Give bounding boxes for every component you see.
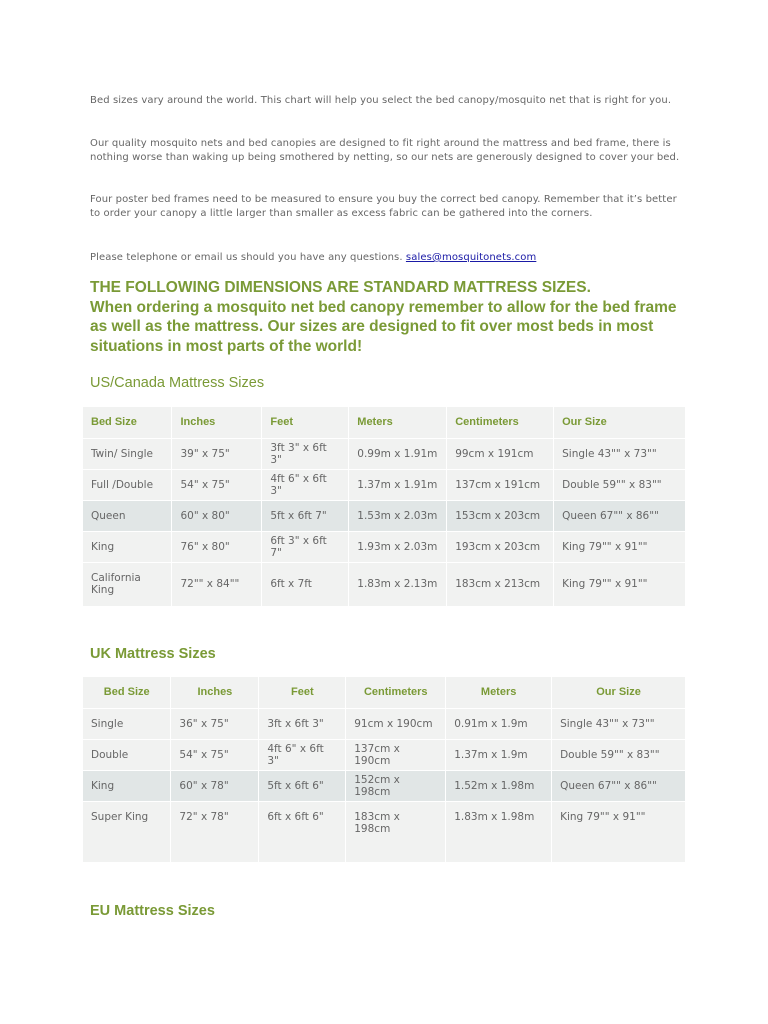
table-row [83, 739, 686, 770]
table-cell: 183cm x 198cm [346, 801, 446, 862]
column-header: Our Size [554, 407, 686, 438]
table-cell: 1.83m x 1.98m [446, 801, 552, 862]
table-cell: 6ft x 7ft [262, 562, 349, 606]
table-cell: 76" x 80" [172, 531, 262, 562]
table-cell: 36" x 75" [171, 708, 259, 739]
table-cell: Double 59"" x 83"" [552, 739, 686, 770]
table-row [83, 469, 686, 500]
table-cell: Queen 67"" x 86"" [552, 770, 686, 801]
uk-section-title: UK Mattress Sizes [90, 646, 216, 662]
table-cell: 72" x 78" [171, 801, 259, 862]
table-cell: King [83, 531, 172, 562]
table-row [83, 770, 686, 801]
table-cell: King 79"" x 91"" [552, 801, 686, 862]
table-cell: 5ft x 6ft 6" [259, 770, 346, 801]
table-cell: 54" x 75" [171, 739, 259, 770]
table-cell: 3ft x 6ft 3" [259, 708, 346, 739]
table-cell: Queen [83, 500, 172, 531]
column-header: Feet [262, 407, 349, 438]
eu-section-title: EU Mattress Sizes [90, 903, 215, 919]
intro-paragraph-1: Bed sizes vary around the world. This chart will help you select the bed canopy/mosquito net that is right for you. [90, 95, 672, 106]
table-cell: 152cm x 198cm [346, 770, 446, 801]
table-header-row [83, 407, 686, 438]
table-cell: California King [83, 562, 172, 606]
column-header: Centimeters [346, 677, 446, 708]
column-header: Our Size [552, 677, 686, 708]
column-header: Bed Size [83, 677, 171, 708]
table-cell: 91cm x 190cm [346, 708, 446, 739]
table-cell: 183cm x 213cm [447, 562, 554, 606]
table-cell: 3ft 3" x 6ft 3" [262, 438, 349, 469]
table-cell: Full /Double [83, 469, 172, 500]
column-header: Inches [172, 407, 262, 438]
table-row [83, 801, 686, 862]
table-cell: 72"" x 84"" [172, 562, 262, 606]
table-cell: Double 59"" x 83"" [554, 469, 686, 500]
table-header-row [83, 677, 686, 708]
column-header: Bed Size [83, 407, 172, 438]
table-cell: 39" x 75" [172, 438, 262, 469]
column-header: Centimeters [447, 407, 554, 438]
table-cell: 60" x 80" [172, 500, 262, 531]
table-cell: 6ft x 6ft 6" [259, 801, 346, 862]
table-cell: 54" x 75" [172, 469, 262, 500]
table-cell: 99cm x 191cm [447, 438, 554, 469]
notice-body: When ordering a mosquito net bed canopy remember to allow for the bed frame as well as the mattress. Our sizes are designed to fit over most beds in most situations in most parts of the world! [90, 298, 677, 355]
table-cell: King 79"" x 91"" [554, 562, 686, 606]
us-section-title: US/Canada Mattress Sizes [90, 375, 265, 391]
table-cell: 193cm x 203cm [447, 531, 554, 562]
table-row [83, 562, 686, 606]
table-cell: 4ft 6" x 6ft 3" [259, 739, 346, 770]
contact-paragraph [90, 251, 680, 265]
table-cell: 1.83m x 2.13m [349, 562, 447, 606]
table-cell: 60" x 78" [171, 770, 259, 801]
table-cell: Super King [83, 801, 171, 862]
intro-paragraph-3: Four poster bed frames need to be measured to ensure you buy the correct bed canopy. Remember that it’s better to order your canopy a little larger than smaller as excess fabric can be gathered into the corners. [90, 194, 677, 219]
table-cell: Twin/ Single [83, 438, 172, 469]
table-cell: 6ft 3" x 6ft 7" [262, 531, 349, 562]
table-cell: King 79"" x 91"" [554, 531, 686, 562]
table-cell: Single 43"" x 73"" [552, 708, 686, 739]
notice-heading: THE FOLLOWING DIMENSIONS ARE STANDARD MATTRESS SIZES. [90, 279, 591, 296]
table-cell: 4ft 6" x 6ft 3" [262, 469, 349, 500]
table-cell: Queen 67"" x 86"" [554, 500, 686, 531]
table-cell: King [83, 770, 171, 801]
table-cell: Single 43"" x 73"" [554, 438, 686, 469]
table-row [83, 708, 686, 739]
table-cell: 1.93m x 2.03m [349, 531, 447, 562]
table-cell: 1.53m x 2.03m [349, 500, 447, 531]
table-cell: 5ft x 6ft 7" [262, 500, 349, 531]
table-cell: Single [83, 708, 171, 739]
table-cell: 1.37m x 1.91m [349, 469, 447, 500]
table-cell: 1.37m x 1.9m [446, 739, 552, 770]
us-size-table [83, 407, 686, 607]
contact-text: Please telephone or email us should you have any questions. [90, 252, 403, 263]
table-cell: 1.52m x 1.98m [446, 770, 552, 801]
table-cell: 137cm x 190cm [346, 739, 446, 770]
table-cell: 0.91m x 1.9m [446, 708, 552, 739]
table-cell: 153cm x 203cm [447, 500, 554, 531]
table-row [83, 438, 686, 469]
table-cell: 137cm x 191cm [447, 469, 554, 500]
email-link[interactable]: sales@mosquitonets.com [405, 252, 537, 263]
table-cell: 0.99m x 1.91m [349, 438, 447, 469]
intro-paragraph-2: Our quality mosquito nets and bed canopies are designed to fit right around the mattress and bed frame, there is nothing worse than waking up being smothered by netting, so our nets are generously designed to cover your bed. [90, 138, 680, 163]
standard-sizes-notice [90, 278, 690, 356]
column-header: Meters [446, 677, 552, 708]
column-header: Inches [171, 677, 259, 708]
table-row [83, 531, 686, 562]
column-header: Feet [259, 677, 346, 708]
table-row [83, 500, 686, 531]
uk-size-table [83, 677, 686, 863]
column-header: Meters [349, 407, 447, 438]
table-cell: Double [83, 739, 171, 770]
